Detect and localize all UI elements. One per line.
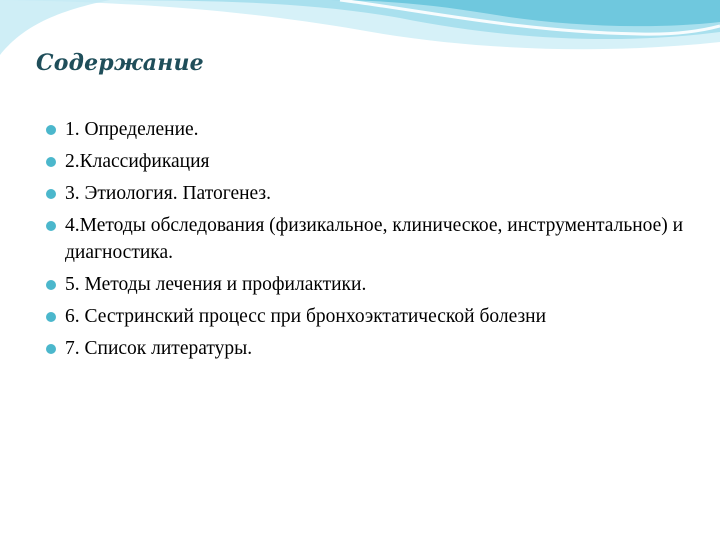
list-item-text: 6. Сестринский процесс при бронхоэктатической болезни <box>65 306 547 327</box>
list-item <box>46 116 696 143</box>
bullet-icon <box>46 125 56 135</box>
bullet-icon <box>46 157 56 167</box>
list-item <box>46 303 696 330</box>
bullet-icon <box>46 312 56 322</box>
list-item <box>46 335 696 362</box>
bullet-icon <box>46 221 56 231</box>
table-of-contents-list <box>46 116 696 367</box>
bullet-icon <box>46 189 56 199</box>
list-item-text: 2.Классификация <box>65 151 210 172</box>
list-item <box>46 212 696 266</box>
list-item <box>46 180 696 207</box>
bullet-icon <box>46 280 56 290</box>
list-item <box>46 148 696 175</box>
list-item <box>46 271 696 298</box>
list-item-text: 3. Этиология. Патогенез. <box>65 183 272 204</box>
list-item-text: 1. Определение. <box>65 119 199 140</box>
slide-title: Содержание <box>36 50 204 76</box>
list-item-text: 4.Методы обследования (физикальное, клиническое, инструментальное) и диагностика. <box>65 215 684 263</box>
bullet-icon <box>46 344 56 354</box>
list-item-text: 5. Методы лечения и профилактики. <box>65 274 367 295</box>
list-item-text: 7. Список литературы. <box>65 338 253 359</box>
wave-left-accent <box>0 0 110 55</box>
